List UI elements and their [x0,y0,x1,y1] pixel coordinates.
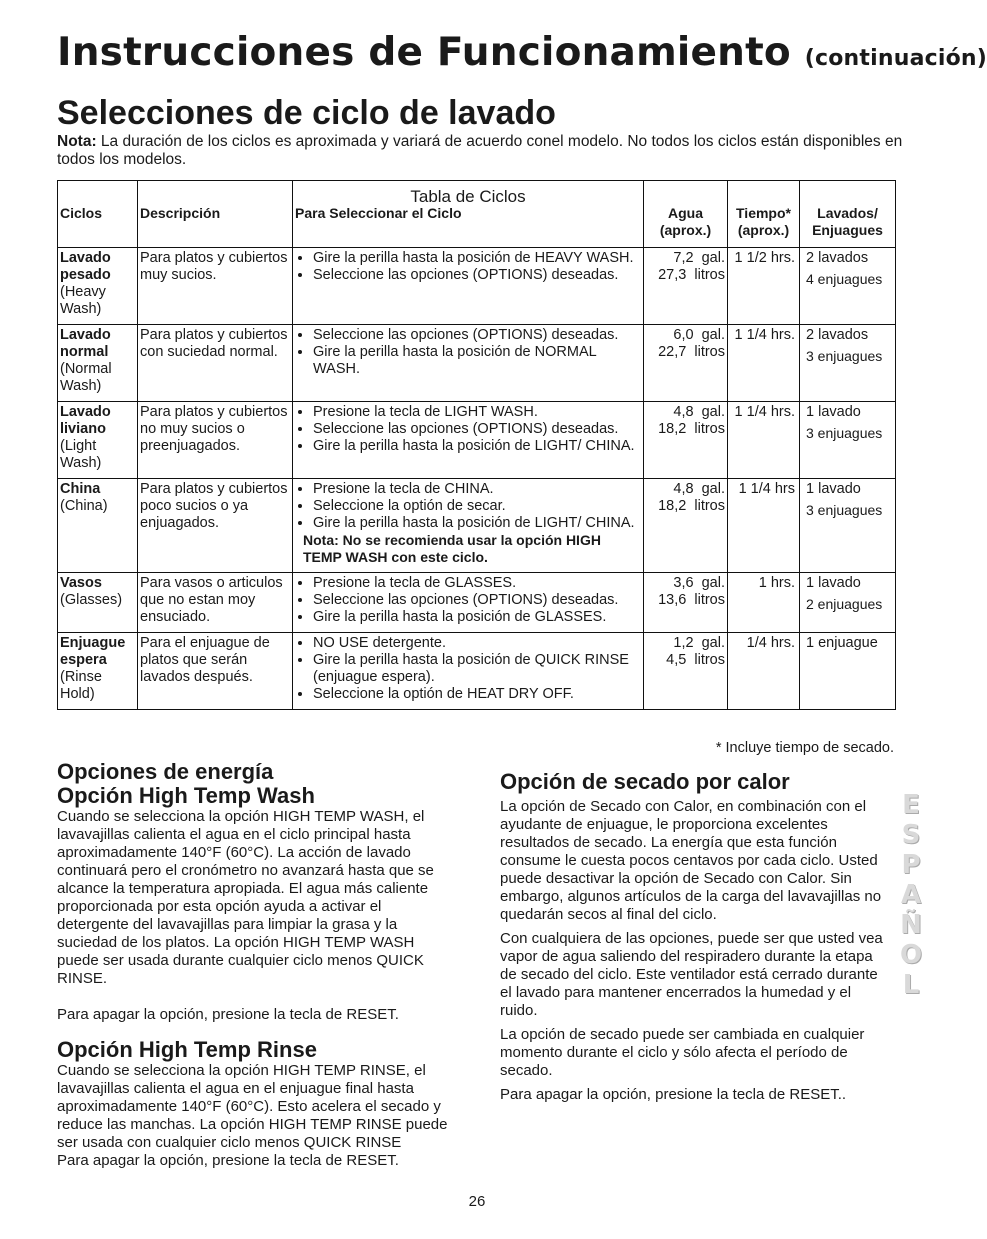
cycle-name: Vasos [60,575,102,591]
cycle-washes-cell [800,479,896,573]
cycle-steps-cell [293,402,644,479]
side-tab-letter: S [901,820,921,850]
table-row [58,479,896,573]
table-row [58,248,896,325]
step-item: • Seleccione las opciones (OPTIONS) deseadas. [313,421,641,438]
cycle-warning-note: Nota: No se recomienda usar la opción HIGH TEMP WASH con este ciclo. [303,532,601,565]
heat-dry-text-2: Con cualquiera de las opciones, puede ser que usted vea vapor de agua saliendo del respiradero durante la etapa de secado del ciclo. Este ventilador está cerrado durante el lavado para mantener encerrados la humedad y el ruido. [500,930,883,1019]
cycle-name: Lavado normal [60,327,111,360]
cycle-description: Para vasos o articulos que no estan moy ensuciado. [138,573,293,633]
cycle-table [57,180,896,710]
cycle-water-cell [644,573,728,633]
cycle-steps-cell [293,248,644,325]
high-temp-wash-reset-text: Para apagar la opción, presione la tecla de RESET. [57,1006,399,1023]
cycle-note [57,133,907,169]
cycle-description: Para platos y cubiertos no muy sucios o preenjuagados. [138,402,293,479]
table-footnote: * Incluye tiempo de secado. [715,740,894,756]
cycle-steps [295,250,641,284]
water-liters: 18,2 litros [658,421,725,437]
step-item: • Gire la perilla hasta la posición de LIGHT/ CHINA. [313,438,641,455]
header-agua-line2: (aprox.) [659,222,712,238]
water-liters: 27,3 litros [658,267,725,283]
table-header-row [58,205,896,248]
cycle-name-cell [58,325,138,402]
cycle-time: 1 hrs. [728,573,800,633]
page-number: 26 [468,1193,486,1210]
cycle-steps [295,404,641,455]
energy-options-column [57,760,452,1170]
wash-count: 2 lavados [806,327,869,343]
table-row [58,402,896,479]
cycle-washes-cell [800,573,896,633]
table-caption: Tabla de Ciclos [293,181,644,206]
side-tab-letter: P [901,850,921,880]
step-item: • NO USE detergente. [313,635,641,652]
cycle-time: 1 1/4 hrs. [728,402,800,479]
cycle-name-cell [58,248,138,325]
wash-count: 1 lavado [806,404,861,420]
cycle-steps [295,481,641,566]
wash-count: 2 lavados [806,250,869,266]
wash-count: 1 enjuague [806,635,878,651]
cycle-name-cell [58,573,138,633]
step-item: • Gire la perilla hasta la posición de HEAVY WASH. [313,250,641,267]
cycle-description: Para platos y cubiertos poco sucios o ya enjuagados. [138,479,293,573]
step-item: • Seleccione las opciones (OPTIONS) deseadas. [313,592,641,609]
cycle-name: China [60,481,101,497]
title-suffix: (continuación) [804,46,987,71]
side-tab-letter: O [899,940,923,970]
heat-dry-text-1: La opción de Secado con Calor, en combinación con el ayudante de enjuague, le proporciona excelentes resultados de secado. La energía que esta función consume le cuesta pocos centavos por cada ciclo. Usted puede desactivar la opción de Secado con Calor. Sin embargo, algunos artículos de la carga del lavavajillas no quedarán secos al final del ciclo. [500,798,882,923]
step-item: • Presione la tecla de LIGHT WASH. [313,404,641,421]
table-corner-3 [644,181,728,206]
water-gallons: 6,0 gal. [673,327,725,343]
header-lavados [800,205,896,248]
cycle-name: Lavado pesado [60,250,111,283]
heat-dry-heading: Opción de secado por calor [500,769,790,794]
cycle-english-name: (Light Wash) [60,438,102,471]
rinse-count: 2 enjuagues [806,596,883,612]
table-corner-2 [138,181,293,206]
cycle-english-name: (Rinse Hold) [60,669,102,702]
water-liters: 4,5 litros [666,652,725,668]
high-temp-rinse-text: Cuando se selecciona la opción HIGH TEMP RINSE, el lavavajillas calienta el agua en el enjuague final hasta aproximadamente 140°F (60°C). Esto acelera el secado y reduce las manchas. La opción HIGH TEMP RINSE puede ser usada con cualquier ciclo menos QUICK RINSE [57,1062,448,1151]
cycle-rows [58,248,896,710]
page-title [57,30,987,75]
side-tab-letter: E [902,790,920,820]
header-lavados-line1: Lavados/ [817,205,878,221]
step-item: • Presione la tecla de CHINA. [313,481,641,498]
table-row [58,633,896,710]
cycle-water-cell [644,633,728,710]
step-item: • Presione la tecla de GLASSES. [313,575,641,592]
cycle-name-cell [58,402,138,479]
water-liters: 22,7 litros [658,344,725,360]
cycle-english-name: (Glasses) [60,592,123,608]
table-row [58,573,896,633]
cycle-water-cell [644,325,728,402]
table-row [58,325,896,402]
heat-dry-text-3: La opción de secado puede ser cambiada en cualquier momento durante el ciclo y sólo afecta el período de secado. [500,1026,865,1079]
cycle-name-cell [58,633,138,710]
cycle-steps [295,575,641,626]
step-item: • Gire la perilla hasta la posición de GLASSES. [313,609,641,626]
cycle-steps-cell [293,479,644,573]
step-item: • Gire la perilla hasta la posición de QUICK RINSE (enjuague espera). [313,652,641,686]
cycle-description: Para el enjuague de platos que serán lavados después. [138,633,293,710]
cycle-description: Para platos y cubiertos muy sucios. [138,248,293,325]
high-temp-wash-heading: Opción High Temp Wash [57,783,315,808]
header-tiempo-line2: (aprox.) [737,222,790,238]
cycle-washes-cell [800,248,896,325]
step-item: • Gire la perilla hasta la posición de LIGHT/ CHINA. [313,515,641,532]
step-item: • Seleccione la optión de secar. [313,498,641,515]
heat-dry-reset-text: Para apagar la opción, presione la tecla de RESET.. [500,1086,847,1103]
water-gallons: 1,2 gal. [673,635,725,651]
header-ciclos: Ciclos [58,205,138,248]
rinse-count: 3 enjuagues [806,348,883,364]
side-tab-letter: A [900,880,922,910]
header-seleccionar: Para Seleccionar el Ciclo [293,205,644,248]
rinse-count: 4 enjuagues [806,271,883,287]
step-item: • Seleccione la optión de HEAT DRY OFF. [313,686,641,703]
high-temp-rinse-heading: Opción High Temp Rinse [57,1037,317,1062]
cycle-steps [295,635,641,703]
section-title: Selecciones de ciclo de lavado [57,94,556,132]
water-gallons: 7,2 gal. [673,250,725,266]
high-temp-wash-text: Cuando se selecciona la opción HIGH TEMP WASH, el lavavajillas calienta el agua en el ciclo principal hasta aproximadamente 140°F (60°C). La acción de lavado continuará pero el cronómetro no avanzará hasta que se alcance la temperatura apropiada. El agua más caliente proporcionada por esta opción ayuda a activar el detergente del lavavajillas para limpiar la grasa y la suciedad de los platos. La opción HIGH TEMP WASH puede ser usada durante cualquier ciclo menos QUICK RINSE. [57,808,434,987]
header-tiempo [728,205,800,248]
wash-count: 1 lavado [806,481,861,497]
table-corner [58,181,138,206]
side-tab-letter: Ñ [900,910,922,940]
cycle-time: 1 1/4 hrs. [728,325,800,402]
header-descripcion: Descripción [138,205,293,248]
header-tiempo-line1: Tiempo* [736,205,791,221]
cycle-name: Lavado liviano [60,404,111,437]
water-gallons: 4,8 gal. [673,481,725,497]
cycle-english-name: (Normal Wash) [60,361,112,394]
title-text: Instrucciones de Funcionamiento [57,30,791,75]
cycle-description: Para platos y cubiertos con suciedad normal. [138,325,293,402]
cycle-water-cell [644,248,728,325]
language-side-tab [896,790,926,1000]
heat-dry-column [500,770,890,1104]
header-agua-line1: Agua [668,205,703,221]
note-label: Nota: [57,133,97,150]
cycle-steps [295,327,641,378]
side-tab-letter: L [902,970,920,1000]
rinse-count: 3 enjuagues [806,425,883,441]
table-corner-4 [728,181,800,206]
step-item: • Gire la perilla hasta la posición de NORMAL WASH. [313,344,641,378]
rinse-count: 3 enjuagues [806,502,883,518]
cycle-english-name: (China) [60,498,108,514]
table-corner-5 [800,181,896,206]
cycle-washes-cell [800,325,896,402]
cycle-english-name: (Heavy Wash) [60,284,106,317]
cycle-name: Enjuague espera [60,635,126,668]
cycle-time: 1 1/4 hrs [728,479,800,573]
cycle-water-cell [644,402,728,479]
energy-options-heading: Opciones de energía [57,759,274,784]
water-liters: 18,2 litros [658,498,725,514]
cycle-steps-cell [293,325,644,402]
cycle-steps-cell [293,633,644,710]
cycle-time: 1 1/2 hrs. [728,248,800,325]
water-gallons: 4,8 gal. [673,404,725,420]
cycle-name-cell [58,479,138,573]
cycle-time: 1/4 hrs. [728,633,800,710]
note-text: La duración de los ciclos es aproximada y variará de acuerdo conel modelo. No todos los ciclos están disponibles en todos los modelos. [57,133,903,168]
wash-count: 1 lavado [806,575,861,591]
cycle-water-cell [644,479,728,573]
cycle-washes-cell [800,402,896,479]
step-item: • Seleccione las opciones (OPTIONS) deseadas. [313,327,641,344]
water-gallons: 3,6 gal. [673,575,725,591]
header-agua [644,205,728,248]
step-item: • Seleccione las opciones (OPTIONS) deseadas. [313,267,641,284]
header-lavados-line2: Enjuagues [812,222,883,238]
water-liters: 13,6 litros [658,592,725,608]
cycle-washes-cell [800,633,896,710]
high-temp-rinse-reset-text: Para apagar la opción, presione la tecla de RESET. [57,1152,399,1169]
cycle-steps-cell [293,573,644,633]
